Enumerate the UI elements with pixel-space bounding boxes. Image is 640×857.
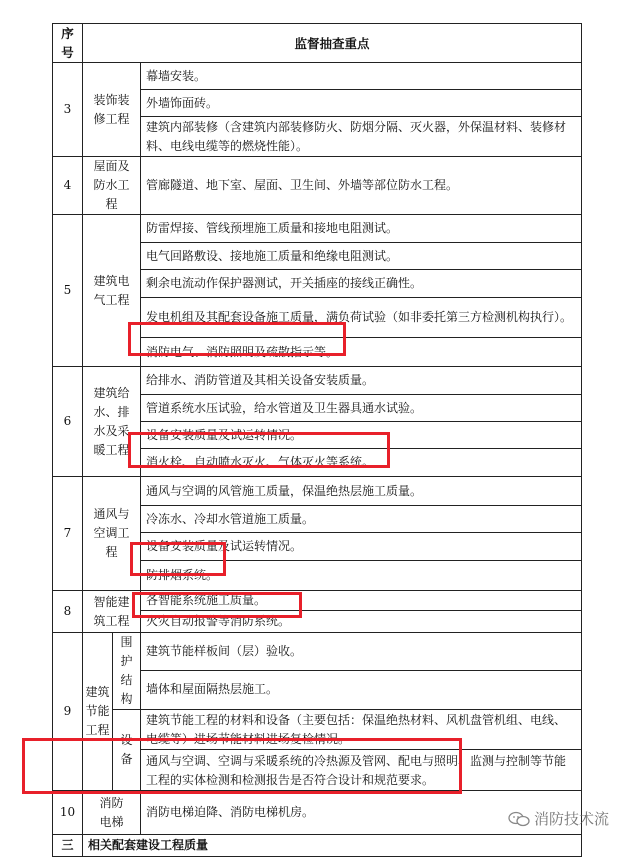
row-number: 7 [53,477,83,591]
item-cell: 火灾自动报警等消防系统。 [141,611,582,633]
category-cell: 通风与 空调工 程 [83,477,141,591]
category-cell: 建筑电 气工程 [83,215,141,367]
row-number: 3 [53,63,83,157]
row-number: 10 [53,791,83,835]
section-title: 相关配套建设工程质量 [83,835,582,857]
item-cell: 设备安装质量及试运转情况。 [141,422,582,449]
row-number: 5 [53,215,83,367]
table-row [53,63,582,90]
item-cell: 消火栓、自动喷水灭火、气体灭火等系统。 [141,449,582,477]
wechat-logo-icon [508,811,530,827]
subcategory-cell: 设备 [113,710,141,791]
row-number: 9 [53,633,83,791]
col-focus-header: 监督抽查重点 [83,24,582,63]
item-cell: 通风与空调的风管施工质量，保温绝热层施工质量。 [141,477,582,506]
category-cell: 建筑给 水、排 水及采 暖工程 [83,367,141,477]
item-cell: 通风与空调、空调与采暖系统的冷热源及管网、配电与照明、监测与控制等节能工程的实体检测和检测报告是否符合设计和规范要求。 [141,750,582,791]
item-cell: 管廊隧道、地下室、屋面、卫生间、外墙等部位防水工程。 [141,157,582,215]
watermark [508,808,609,829]
item-cell: 建筑节能样板间（层）验收。 [141,633,582,671]
col-num-header: 序号 [53,24,83,63]
item-cell: 冷冻水、冷却水管道施工质量。 [141,506,582,533]
item-cell: 建筑节能工程的材料和设备（主要包括：保温绝热材料、风机盘管机组、电线、电缆等）进场节能材料进场复检情况。 [141,710,582,750]
category-cell: 消防 电梯 [83,791,141,835]
row-number: 8 [53,591,83,633]
item-cell: 外墙饰面砖。 [141,90,582,117]
table-row [53,591,582,611]
item-cell: 各智能系统施工质量。 [141,591,582,611]
item-cell: 幕墙安装。 [141,63,582,90]
item-cell: 剩余电流动作保护器测试，开关插座的接线正确性。 [141,270,582,298]
table-row [53,791,582,835]
category-cell: 建筑 节能 工程 [83,633,113,791]
item-cell: 管道系统水压试验，给水管道及卫生器具通水试验。 [141,395,582,422]
table-header-row [53,24,582,63]
supervision-table [52,23,582,857]
category-cell: 屋面及 防水工 程 [83,157,141,215]
table-row [53,710,582,750]
table-row [53,477,582,506]
section-row [53,835,582,857]
watermark-text: 消防技术流 [534,810,610,828]
table-row [53,633,582,671]
item-cell: 防雷焊接、管线预埋施工质量和接地电阻测试。 [141,215,582,243]
item-cell: 给排水、消防管道及其相关设备安装质量。 [141,367,582,395]
table-row [53,215,582,243]
item-cell: 消防电气、消防照明及疏散指示等。 [141,338,582,367]
row-number: 6 [53,367,83,477]
category-cell: 装饰装 修工程 [83,63,141,157]
item-cell: 设备安装质量及试运转情况。 [141,533,582,561]
item-cell: 防排烟系统。 [141,561,582,591]
table-row [53,367,582,395]
section-number: 三 [53,835,83,857]
item-cell: 消防电梯迫降、消防电梯机房。 [141,791,582,835]
item-cell: 墙体和屋面隔热层施工。 [141,670,582,709]
subcategory-cell: 围护 结构 [113,633,141,710]
item-cell: 发电机组及其配套设备施工质量，满负荷试验（如非委托第三方检测机构执行）。 [141,298,582,338]
item-cell: 建筑内部装修（含建筑内部装修防火、防烟分隔、灭火器，外保温材料、装修材料、电线电缆等的燃烧性能）。 [141,117,582,157]
row-number: 4 [53,157,83,215]
table-row [53,157,582,215]
item-cell: 电气回路敷设、接地施工质量和绝缘电阻测试。 [141,243,582,270]
category-cell: 智能建 筑工程 [83,591,141,633]
